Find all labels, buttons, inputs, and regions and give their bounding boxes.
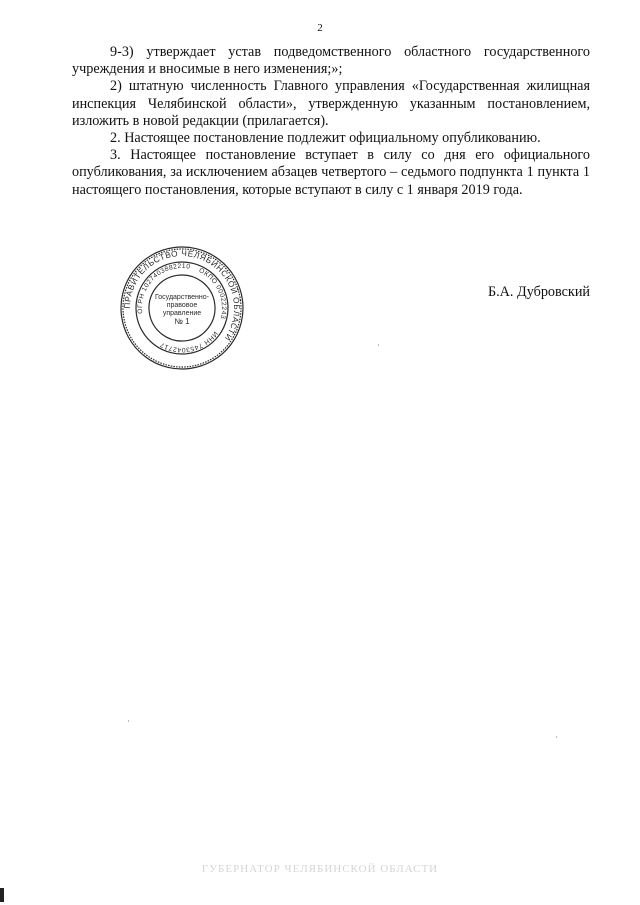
- scan-edge-mark: [0, 888, 4, 902]
- page-number: 2: [317, 22, 323, 34]
- seal-inner-right-text: ОКПО 00022243: [197, 267, 228, 320]
- paragraph-item-9-3: 9-3) утверждает устав подведомственного областного государственного учреждения и вносимые в него изменения;»;: [72, 44, 590, 78]
- paragraph-publication: 2. Настоящее постановление подлежит официальному опубликованию.: [110, 130, 541, 147]
- paragraph-effective-date: 3. Настоящее постановление вступает в силу со дня его официального опубликования, за исключением абзацев четвертого – седьмого подпункта 1 пункта 1 настоящего постановления, которые вступают в силу с 1 января 2019 года.: [72, 147, 590, 198]
- scan-speck: [378, 344, 379, 346]
- seal-center-line-3: управление: [162, 310, 202, 317]
- footer-watermark: ГУБЕРНАТОР ЧЕЛЯБИНСКОЙ ОБЛАСТИ: [201, 863, 439, 875]
- seal-center-line-1: Государственно-: [154, 294, 210, 301]
- official-seal-stamp: [118, 244, 246, 372]
- seal-outer-ring-text: ПРАВИТЕЛЬСТВО ЧЕЛЯБИНСКОЙ ОБЛАСТИ: [122, 248, 242, 343]
- seal-center-line-2: правовое: [166, 302, 198, 309]
- signatory-name: Б.А. Дубровский: [487, 284, 590, 300]
- scan-speck: [128, 720, 129, 722]
- document-body: [72, 44, 590, 199]
- seal-center-line-4: № 1: [174, 317, 190, 326]
- seal-inner-left-text: ОГРН 1027403882210: [136, 262, 191, 314]
- scan-speck: [556, 736, 557, 738]
- seal-bottom-text: ИНН 7453042717: [158, 329, 219, 354]
- paragraph-staff-count: 2) штатную численность Главного управления «Государственная жилищная инспекция Челябинской области», утвержденную указанным постановлением, изложить в новой редакции (прилагается).: [72, 78, 590, 129]
